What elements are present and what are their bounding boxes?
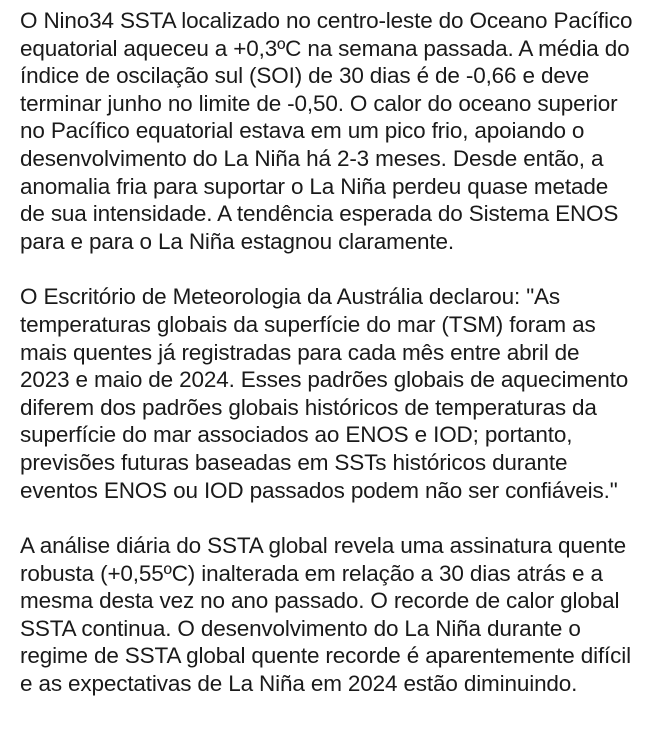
text-line: eventos ENOS ou IOD passados podem não ser confiáveis." bbox=[20, 477, 618, 503]
paragraph-spacer bbox=[20, 255, 654, 283]
text-line: índice de oscilação sul (SOI) de 30 dias é de -0,66 e deve bbox=[20, 63, 590, 89]
paragraph-enso-status bbox=[20, 7, 654, 255]
text-line: 2023 e maio de 2024. Esses padrões globais de aquecimento bbox=[20, 367, 629, 393]
text-line: equatorial aqueceu a +0,3ºC na semana passada. A média do bbox=[20, 35, 630, 61]
text-line: O Escritório de Meteorologia da Austrália declarou: "As bbox=[20, 284, 561, 310]
text-line: desenvolvimento do La Niña há 2-3 meses. Desde então, a bbox=[20, 145, 604, 171]
text-line: no Pacífico equatorial estava em um pico frio, apoiando o bbox=[20, 118, 585, 144]
text-line: mais quentes já registradas para cada mês entre abril de bbox=[20, 339, 580, 365]
text-line: temperaturas globais da superfície do mar (TSM) foram as bbox=[20, 311, 596, 337]
text-line: SSTA continua. O desenvolvimento do La Niña durante o bbox=[20, 615, 581, 641]
paragraph-global-ssta bbox=[20, 532, 654, 698]
text-line: para e para o La Niña estagnou claramente. bbox=[20, 228, 454, 254]
text-line: A análise diária do SSTA global revela uma assinatura quente bbox=[20, 533, 626, 559]
text-line: terminar junho no limite de -0,50. O calor do oceano superior bbox=[20, 90, 618, 116]
text-line: e as expectativas de La Niña em 2024 estão diminuindo. bbox=[20, 671, 578, 697]
text-line: mesma desta vez no ano passado. O recorde de calor global bbox=[20, 588, 620, 614]
text-line: anomalia fria para suportar o La Niña perdeu quase metade bbox=[20, 173, 609, 199]
paragraph-bom-quote bbox=[20, 283, 654, 504]
text-line: previsões futuras baseadas em SSTs históricos durante bbox=[20, 449, 568, 475]
text-line: superfície do mar associados ao ENOS e IOD; portanto, bbox=[20, 422, 573, 448]
text-line: regime de SSTA global quente recorde é aparentemente difícil bbox=[20, 643, 631, 669]
text-line: robusta (+0,55ºC) inalterada em relação a 30 dias atrás e a bbox=[20, 560, 603, 586]
text-line: de sua intensidade. A tendência esperada do Sistema ENOS bbox=[20, 201, 619, 227]
text-line: diferem dos padrões globais históricos de temperaturas da bbox=[20, 394, 597, 420]
text-line: O Nino34 SSTA localizado no centro-leste do Oceano Pacífico bbox=[20, 8, 633, 33]
paragraph-spacer bbox=[20, 504, 654, 532]
